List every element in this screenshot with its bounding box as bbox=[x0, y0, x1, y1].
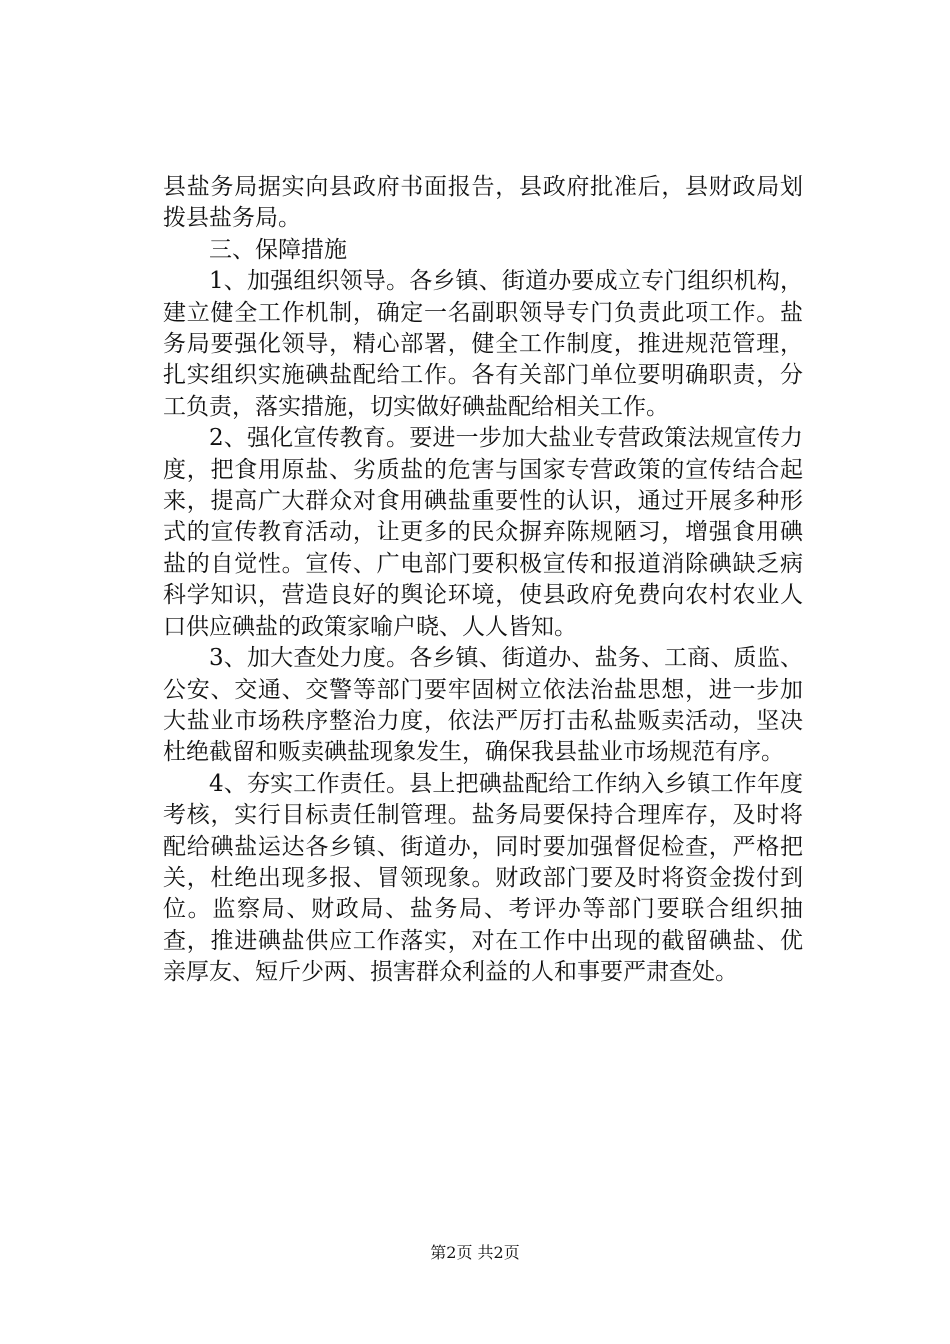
page-footer: 第2页 共2页 bbox=[430, 1243, 520, 1262]
paragraph-item-1: 1、加强组织领导。各乡镇、街道办要成立专门组织机构，建立健全工作机制，确定一名副职领导专门负责此项工作。盐务局要强化领导，精心部署，健全工作制度，推进规范管理，扎实组织实施碘盐配给工作。各有关部门单位要明确职责，分工负责，落实措施，切实做好碘盐配给相关工作。 bbox=[163, 268, 803, 420]
document-body bbox=[163, 172, 803, 989]
paragraph-item-2: 2、强化宣传教育。要进一步加大盐业专营政策法规宣传力度，把食用原盐、劣质盐的危害与国家专营政策的宣传结合起来，提高广大群众对食用碘盐重要性的认识，通过开展多种形式的宣传教育活动，让更多的民众摒弃陈规陋习，增强食用碘盐的自觉性。宣传、广电部门要积极宣传和报道消除碘缺乏病科学知识，营造良好的舆论环境，使县政府免费向农村农业人口供应碘盐的政策家喻户晓、人人皆知。 bbox=[163, 425, 803, 640]
paragraph-item-4: 4、夯实工作责任。县上把碘盐配给工作纳入乡镇工作年度考核，实行目标责任制管理。盐务局要保持合理库存，及时将配给碘盐运达各乡镇、街道办，同时要加强督促检查，严格把关，杜绝出现多报、冒领现象。财政部门要及时将资金拨付到位。监察局、财政局、盐务局、考评办等部门要联合组织抽查，推进碘盐供应工作落实，对在工作中出现的截留碘盐、优亲厚友、短斤少两、损害群众利益的人和事要严肃查处。 bbox=[163, 770, 803, 986]
section-heading: 三、保障措施 bbox=[209, 236, 347, 263]
paragraph-item-3: 3、加大查处力度。各乡镇、街道办、盐务、工商、质监、公安、交通、交警等部门要牢固树立依法治盐思想，进一步加大盐业市场秩序整治力度，依法严厉打击私盐贩卖活动，坚决杜绝截留和贩卖碘盐现象发生，确保我县盐业市场规范有序。 bbox=[163, 645, 803, 766]
paragraph-continuation: 县盐务局据实向县政府书面报告，县政府批准后，县财政局划拨县盐务局。 bbox=[163, 174, 803, 232]
